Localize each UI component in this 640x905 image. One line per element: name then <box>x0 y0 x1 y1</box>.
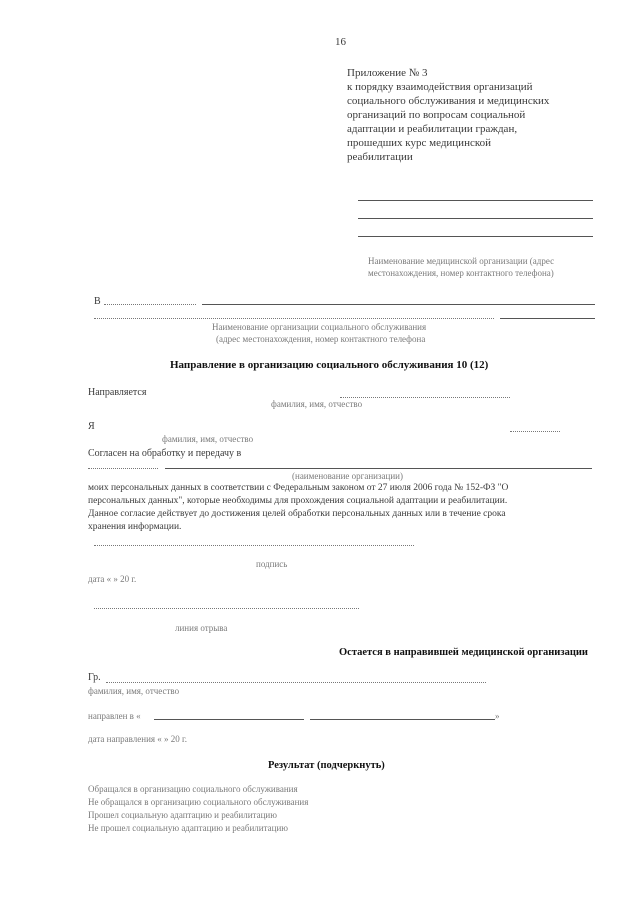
medical-org-field-line[interactable] <box>358 218 593 219</box>
social-org-caption: (адрес местонахождения, номер контактного телефона <box>216 334 426 344</box>
directed-label: Направляется <box>88 387 147 398</box>
appendix-line: реабилитации <box>347 151 413 163</box>
sent-to-label: направлен в « <box>88 711 141 721</box>
consent-org-field[interactable] <box>165 468 592 469</box>
result-option[interactable]: Не обращался в организацию социального обслуживания <box>88 797 309 807</box>
fio-caption-2: фамилия, имя, отчество <box>162 434 254 444</box>
consent-text-line: персональных данных", которые необходимы для прохождения социальной адаптации и реабилитации. <box>88 496 508 506</box>
direction-date: дата направления « » 20 г. <box>88 734 187 744</box>
consent-org-field[interactable] <box>88 468 158 469</box>
appendix-title: Приложение № 3 <box>347 67 428 79</box>
social-org-caption: Наименование организации социального обслуживания <box>212 322 427 332</box>
appendix-line: адаптации и реабилитации граждан, <box>347 123 518 135</box>
appendix-line: к порядку взаимодействия организаций <box>347 81 533 93</box>
signature-date: дата « » 20 г. <box>88 574 137 584</box>
social-org-field-line[interactable] <box>94 318 494 319</box>
result-option[interactable]: Не прошел социальную адаптацию и реабилитацию <box>88 823 288 833</box>
result-option[interactable]: Прошел социальную адаптацию и реабилитацию <box>88 810 277 820</box>
patient-name-field[interactable] <box>340 397 510 398</box>
signature-caption: подпись <box>256 559 288 569</box>
to-prefix: В <box>94 296 101 307</box>
stub-heading: Остается в направившей медицинской организации <box>339 647 588 658</box>
signature-field[interactable] <box>94 545 414 546</box>
social-org-field-line[interactable] <box>500 318 595 319</box>
appendix-line: организаций по вопросам социальной <box>347 109 526 121</box>
cut-line-caption: линия отрыва <box>175 623 228 633</box>
result-heading: Результат (подчеркнуть) <box>268 760 385 771</box>
fio-caption-3: фамилия, имя, отчество <box>88 686 180 696</box>
social-org-field-line[interactable] <box>104 304 196 305</box>
sent-to-end: » <box>495 711 500 721</box>
i-label: Я <box>88 421 95 432</box>
fio-caption: фамилия, имя, отчество <box>271 399 363 409</box>
medical-org-field-line[interactable] <box>358 236 593 237</box>
citizen-name-field[interactable] <box>106 682 486 683</box>
page-number: 16 <box>335 36 346 48</box>
social-org-field-line[interactable] <box>202 304 595 305</box>
result-option[interactable]: Обращался в организацию социального обслуживания <box>88 784 298 794</box>
cut-line <box>94 608 359 609</box>
medical-org-caption: Наименование медицинской организации (адрес <box>368 256 555 266</box>
medical-org-caption: местонахождения, номер контактного телефона) <box>368 268 554 278</box>
form-heading: Направление в организацию социального обслуживания 10 (12) <box>170 359 489 371</box>
consent-name-field[interactable] <box>510 431 560 432</box>
consent-text-line: моих персональных данных в соответствии с Федеральным законом от 27 июля 2006 года № 152-ФЗ "О <box>88 483 509 493</box>
org-caption: (наименование организации) <box>292 471 403 481</box>
citizen-label: Гр. <box>88 672 101 683</box>
appendix-line: социального обслуживания и медицинских <box>347 95 550 107</box>
sent-to-field[interactable] <box>310 719 495 720</box>
consent-label: Согласен на обработку и передачу в <box>88 448 242 459</box>
consent-text-line: Данное согласие действует до достижения целей обработки персональных данных или в течение срока <box>88 509 506 519</box>
medical-org-field-line[interactable] <box>358 200 593 201</box>
appendix-line: прошедших курс медицинской <box>347 137 492 149</box>
consent-text-line: хранения информации. <box>88 522 182 532</box>
sent-to-field[interactable] <box>154 719 304 720</box>
